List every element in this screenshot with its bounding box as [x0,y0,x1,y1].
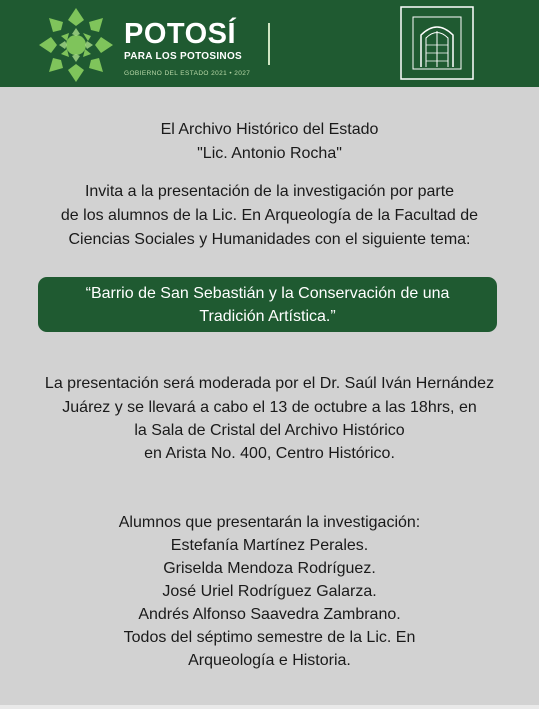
invitation-line-2: de los alumnos de la Lic. En Arqueología de la Facultad de [60,207,479,224]
presenter-name: Griselda Mendoza Rodríguez. [163,560,376,577]
details-line-4: en Arista No. 400, Centro Histórico. [144,445,395,462]
intro-line-1: El Archivo Histórico del Estado [160,121,379,138]
bottom-edge [0,705,539,709]
presenter-name: Estefanía Martínez Perales. [170,537,369,554]
presenters-heading: Alumnos que presentarán la investigación: [118,514,421,531]
topic-banner [38,277,497,332]
details-line-2: Juárez y se llevará a cabo el 13 de octubre a las 18hrs, en [62,399,477,416]
details-line-1: La presentación será moderada por el Dr. Saúl Iván Hernández [44,375,495,392]
invitation-line-3: Ciencias Sociales y Humanidades con el siguiente tema: [68,231,471,248]
presenters-note-2: Arqueología e Historia. [188,652,351,669]
invitation-line-1: Invita a la presentación de la investigación por parte [84,183,455,200]
header-divider [268,23,270,65]
brand-name: POTOSÍ [124,18,237,50]
header-bar [0,0,539,87]
archive-seal-icon [399,5,475,81]
brand-tagline: PARA LOS POTOSINOS [124,51,243,62]
presenter-name: Andrés Alfonso Saavedra Zambrano. [138,606,401,623]
presenter-name: José Uriel Rodríguez Galarza. [162,583,377,600]
potosi-logo-icon [37,6,115,84]
brand-block [124,20,250,77]
intro-line-2: "Lic. Antonio Rocha" [197,145,342,162]
brand-government: GOBIERNO DEL ESTADO 2021 • 2027 [124,70,251,77]
presenters-note-1: Todos del séptimo semestre de la Lic. En [123,629,416,646]
topic-title: “Barrio de San Sebastián y la Conservación de una Tradición Artística.” [85,284,450,325]
details-line-3: la Sala de Cristal del Archivo Histórico [134,422,405,439]
